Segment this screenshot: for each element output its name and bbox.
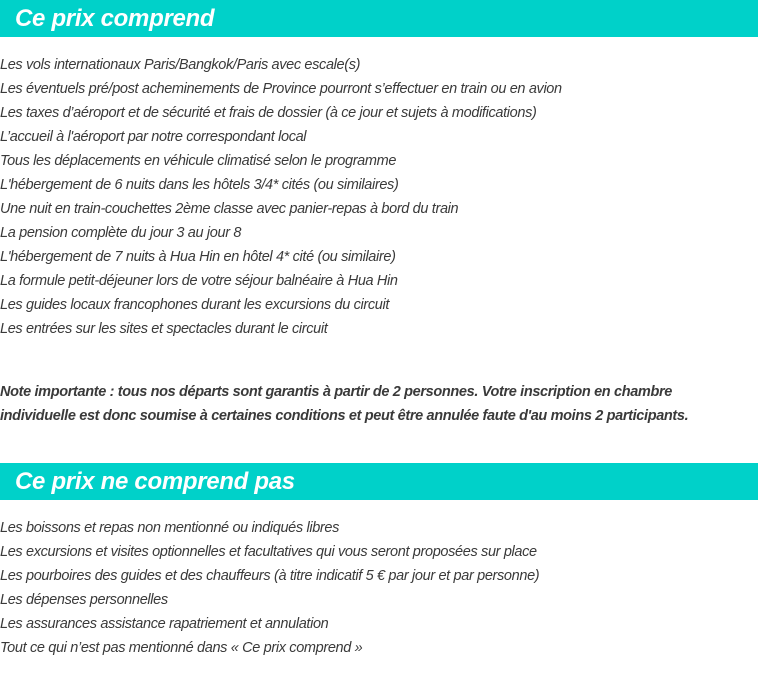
list-item: Les éventuels pré/post acheminements de Province pourront s’effectuer en train ou en avion [0,81,562,97]
excluded-items-list [0,516,539,660]
included-section-title: Ce prix comprend [15,5,215,32]
list-item: Les taxes d’aéroport et de sécurité et frais de dossier (à ce jour et sujets à modifications) [0,105,537,121]
list-item: Les boissons et repas non mentionné ou indiqués libres [0,520,339,536]
excluded-section-title: Ce prix ne comprend pas [15,468,295,495]
list-item: Une nuit en train-couchettes 2ème classe avec panier-repas à bord du train [0,201,459,217]
list-item: Les guides locaux francophones durant les excursions du circuit [0,297,390,313]
list-item: Les dépenses personnelles [0,592,168,608]
list-item: Les vols internationaux Paris/Bangkok/Paris avec escale(s) [0,57,361,73]
excluded-section-header [0,463,758,500]
included-section-header [0,0,758,37]
list-item: Les excursions et visites optionnelles et facultatives qui vous seront proposées sur place [0,544,537,560]
list-item: Les pourboires des guides et des chauffeurs (à titre indicatif 5 € par jour et par personne) [0,568,540,584]
important-note: Note importante : tous nos départs sont garantis à partir de 2 personnes. Votre inscription en chambre individuelle est donc soumise à certaines conditions et peut être annulée faute d'au moins 2 participants. [0,383,689,424]
list-item: La pension complète du jour 3 au jour 8 [0,225,242,241]
list-item: Tout ce qui n’est pas mentionné dans « Ce prix comprend » [0,640,363,656]
list-item: Les entrées sur les sites et spectacles durant le circuit [0,321,328,337]
list-item: L'hébergement de 7 nuits à Hua Hin en hôtel 4* cité (ou similaire) [0,249,396,265]
list-item: Tous les déplacements en véhicule climatisé selon le programme [0,153,397,169]
list-item: Les assurances assistance rapatriement et annulation [0,616,329,632]
list-item: La formule petit-déjeuner lors de votre séjour balnéaire à Hua Hin [0,273,398,289]
included-items-list [0,53,562,341]
list-item: L’accueil à l'aéroport par notre correspondant local [0,129,307,145]
list-item: L'hébergement de 6 nuits dans les hôtels 3/4* cités (ou similaires) [0,177,399,193]
